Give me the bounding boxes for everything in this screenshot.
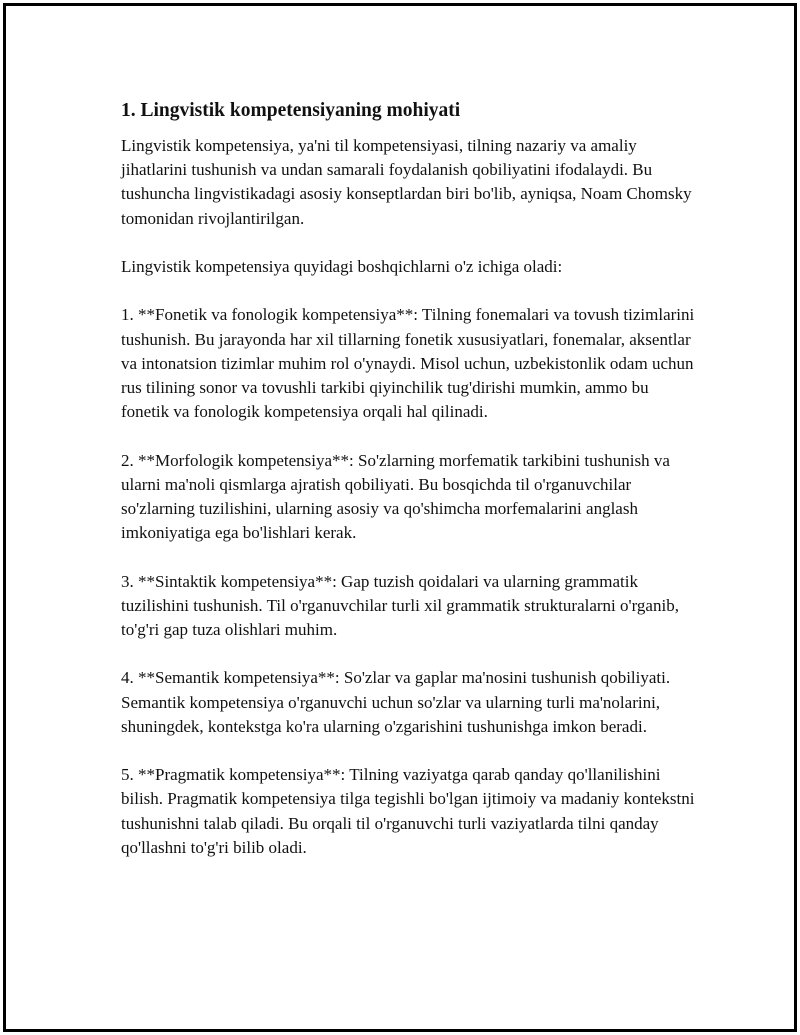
intro-paragraph: Lingvistik kompetensiya, ya'ni til kompetensiyasi, tilning nazariy va amaliy jihatlarini tushunish va undan samarali foydalanish qobiliyatini ifodalaydi. Bu tushuncha lingvistikadagi asosiy konseptlardan biri bo'lib, ayniqsa, Noam Chomsky tomonidan rivojlantirilgan. [121, 136, 692, 228]
page-frame [3, 3, 797, 1032]
item-syntactic-paragraph: 3. **Sintaktik kompetensiya**: Gap tuzish qoidalari va ularning grammatik tuzilishini tushunish. Til o'rganuvchilar turli xil grammatik strukturalarni o'rganib, to'g'ri gap tuza olishlari muhim. [121, 571, 679, 639]
document-body [121, 97, 696, 860]
item-semantic-paragraph: 4. **Semantik kompetensiya**: So'zlar va gaplar ma'nosini tushunish qobiliyati. Semantik kompetensiya o'rganuvchi uchun so'zlar va ularning turli ma'nolarini, shuningdek, kontekstga ko'ra ularning o'zgarishini tushunishga imkon beradi. [121, 668, 671, 736]
section-heading: 1. Lingvistik kompetensiyaning mohiyati [121, 100, 461, 121]
item-morphological-paragraph: 2. **Morfologik kompetensiya**: So'zlarning morfematik tarkibini tushunish va ularni ma'noli qismlarga ajratish qobiliyati. Bu bosqichda til o'rganuvchilar so'zlarning tuzilishini, ularning asosiy va qo'shimcha morfemalarini anglash imkoniyatiga ega bo'lishlari kerak. [121, 450, 670, 543]
item-pragmatic-paragraph: 5. **Pragmatik kompetensiya**: Tilning vaziyatga qarab qanday qo'llanilishini bilish. Pragmatik kompetensiya tilga tegishli bo'lgan ijtimoiy va madaniy kontekstni tushunishni talab qiladi. Bu orqali til o'rganuvchi turli vaziyatlarda tilni qanday qo'llashni to'g'ri bilib oladi. [121, 765, 695, 857]
item-phonetic-paragraph: 1. **Fonetik va fonologik kompetensiya**: Tilning fonemalari va tovush tizimlarini tushunish. Bu jarayonda har xil tillarning fonetik xususiyatlari, fonemalar, aksentlar va intonatsion tizimlar muhim rol o'ynaydi. Misol uchun, uzbekistonlik odam uchun rus tilining sonor va tovushli tarkibi qiyinchilik tug'dirishi mumkin, ammo bu fonetik va fonologik kompetensiya orqali hal qilinadi. [121, 305, 695, 422]
list-intro-paragraph: Lingvistik kompetensiya quyidagi boshqichlarni o'z ichiga oladi: [121, 257, 563, 276]
